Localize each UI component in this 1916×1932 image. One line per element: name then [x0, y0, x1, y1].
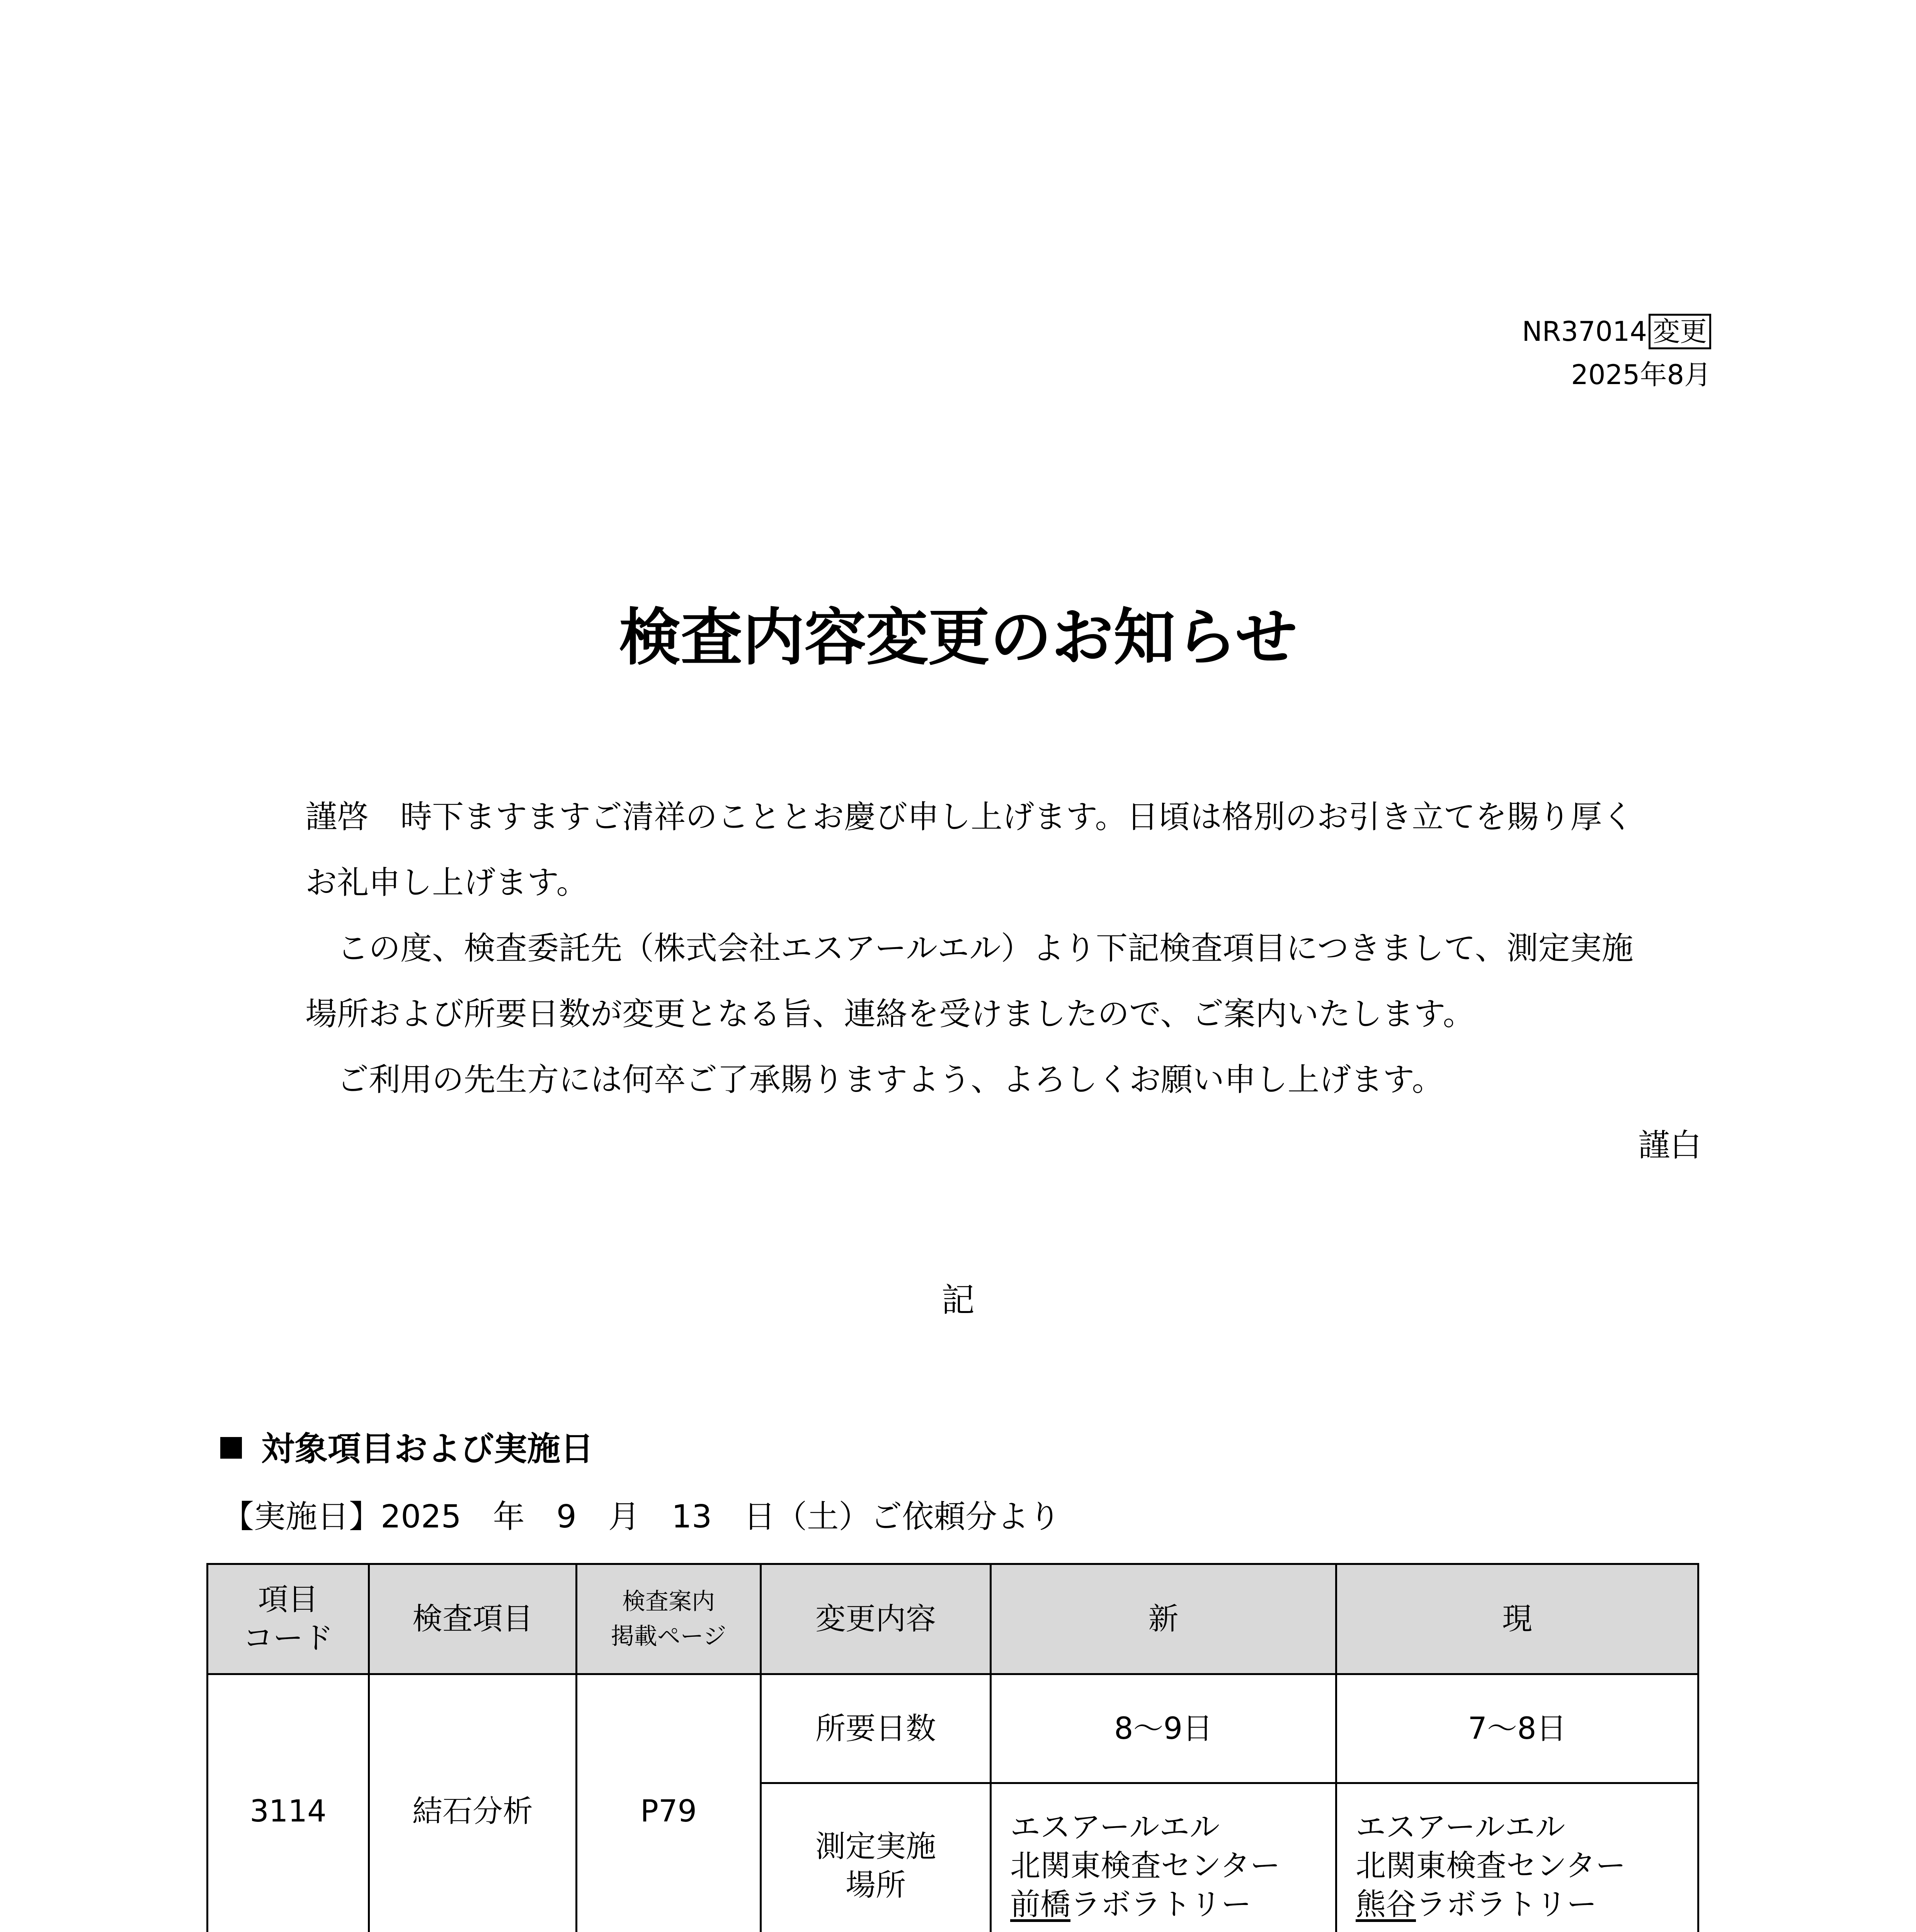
- header-current: 現: [1336, 1564, 1698, 1674]
- square-bullet-icon: [220, 1437, 242, 1459]
- cell-item-code: 3114: [208, 1674, 369, 1932]
- body-line-5: ご利用の先生方には何卒ご了承賜りますよう、よろしくお願い申し上げます。: [305, 1061, 1444, 1098]
- body-line-3: この度、検査委託先（株式会社エスアールエル）より下記検査項目につきまして、測定実施: [305, 930, 1634, 967]
- header-item-code: 項目 コード: [208, 1564, 369, 1674]
- header-change-content: 変更内容: [761, 1564, 991, 1674]
- document-number: [1522, 312, 1711, 351]
- cell-place-current: エスアールエル 北関東検査センター 熊谷ラボラトリー: [1336, 1783, 1698, 1932]
- cell-days-label: 所要日数: [761, 1674, 991, 1783]
- section-heading: [220, 1426, 594, 1472]
- table-row: [208, 1674, 1698, 1783]
- header-guide-page: 検査案内 掲載ページ: [577, 1564, 761, 1674]
- cell-days-current: 7～8日: [1336, 1674, 1698, 1783]
- header-test-item: 検査項目: [369, 1564, 577, 1674]
- header-new: 新: [991, 1564, 1336, 1674]
- cell-guide-page: P79: [577, 1674, 761, 1932]
- cell-test-item: 結石分析: [369, 1674, 577, 1932]
- change-table: [206, 1563, 1699, 1932]
- ki-heading: 記: [941, 1281, 975, 1320]
- body-line-1: 謹啓 時下ますますご清祥のこととお慶び申し上げます。日頃は格別のお引き立てを賜り厚く: [305, 799, 1634, 835]
- table-header-row: [208, 1564, 1698, 1674]
- body-line-4: 場所および所要日数が変更となる旨、連絡を受けましたので、ご案内いたします。: [305, 996, 1475, 1032]
- document-status-box: 変更: [1649, 314, 1711, 349]
- body-line-2: お礼申し上げます。: [305, 864, 588, 901]
- implementation-date: 【実施日】2025 年 9 月 13 日（土）ご依頼分より: [222, 1498, 1061, 1535]
- section-title: 対象項目および実施日: [261, 1430, 594, 1468]
- document-number-code: NR37014: [1522, 316, 1647, 347]
- cell-place-label: 測定実施 場所: [761, 1783, 991, 1932]
- closing-word: 謹白: [1638, 1127, 1702, 1164]
- cell-days-new: 8～9日: [991, 1674, 1336, 1783]
- cell-place-new: エスアールエル 北関東検査センター 前橋ラボラトリー: [991, 1783, 1336, 1932]
- page-title: 検査内容変更のお知らせ: [619, 601, 1297, 673]
- document-date: 2025年8月: [1571, 359, 1711, 391]
